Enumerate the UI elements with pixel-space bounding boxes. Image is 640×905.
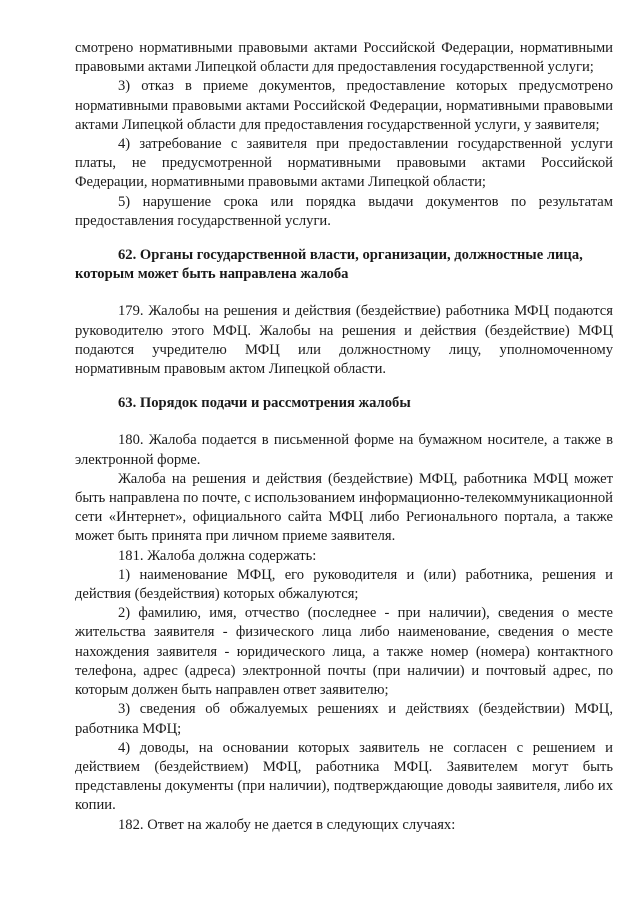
paragraph: 180. Жалоба подается в письменной форме на бумажном носителе, а также в электронной форме. <box>75 432 613 468</box>
paragraph: 4) доводы, на основании которых заявитель не согласен с решением и действием (бездействием) МФЦ, работника МФЦ. Заявителем могут быть представлены документы (при наличии), подтверждающие доводы заявителя, либо их копии. <box>75 739 613 814</box>
paragraph: 2) фамилию, имя, отчество (последнее - при наличии), сведения о месте жительства заявителя - физического лица либо наименование, сведения о месте нахождения заявителя - юридического лица, а также номер (номера) контактного телефона, адрес (адреса) электронной почты (при наличии) и почтовый адрес, по которым должен быть направлен ответ заявителю; <box>75 605 613 699</box>
paragraph: 179. Жалобы на решения и действия (бездействие) работника МФЦ подаются руководителю этого МФЦ. Жалобы на решения и действия (бездействие) МФЦ подаются учредителю МФЦ или должностному лицу, уполномоченному нормативным правовым актом Липецкой области. <box>75 303 613 378</box>
paragraph: 1) наименование МФЦ, его руководителя и (или) работника, решения и действия (бездействия) которых обжалуются; <box>75 566 613 603</box>
section-heading-63: 63. Порядок подачи и рассмотрения жалобы <box>118 395 411 412</box>
paragraph: 3) сведения об обжалуемых решениях и действиях (бездействии) МФЦ, работника МФЦ; <box>75 701 613 737</box>
paragraph: 3) отказ в приеме документов, предоставление которых предусмотрено нормативными правовыми актами Российской Федерации, нормативными правовыми актами Липецкой области для предоставления государственной услуги, у заявителя; <box>75 78 613 133</box>
section-heading-62: 62. Органы государственной власти, организации, должностные лица, которым может быть направлена жалоба <box>75 247 583 283</box>
document-page <box>75 39 613 835</box>
paragraph: смотрено нормативными правовыми актами Российской Федерации, нормативными правовыми актами Липецкой области для предоставления государственной услуги; <box>75 40 613 76</box>
paragraph: 181. Жалоба должна содержать: <box>118 547 317 564</box>
paragraph: Жалоба на решения и действия (бездействие) МФЦ, работника МФЦ может быть направлена по почте, с использованием информационно-телекоммуникационной сети «Интернет», официального сайта МФЦ либо Регионального портала, а также может быть принята при личном приеме заявителя. <box>75 470 613 545</box>
paragraph: 182. Ответ на жалобу не дается в следующих случаях: <box>118 816 456 833</box>
paragraph: 4) затребование с заявителя при предоставлении государственной услуги платы, не предусмотренной нормативными правовыми актами Российской Федерации, нормативными правовыми актами Липецкой области; <box>75 136 613 191</box>
paragraph: 5) нарушение срока или порядка выдачи документов по результатам предоставления государственной услуги. <box>75 193 613 229</box>
